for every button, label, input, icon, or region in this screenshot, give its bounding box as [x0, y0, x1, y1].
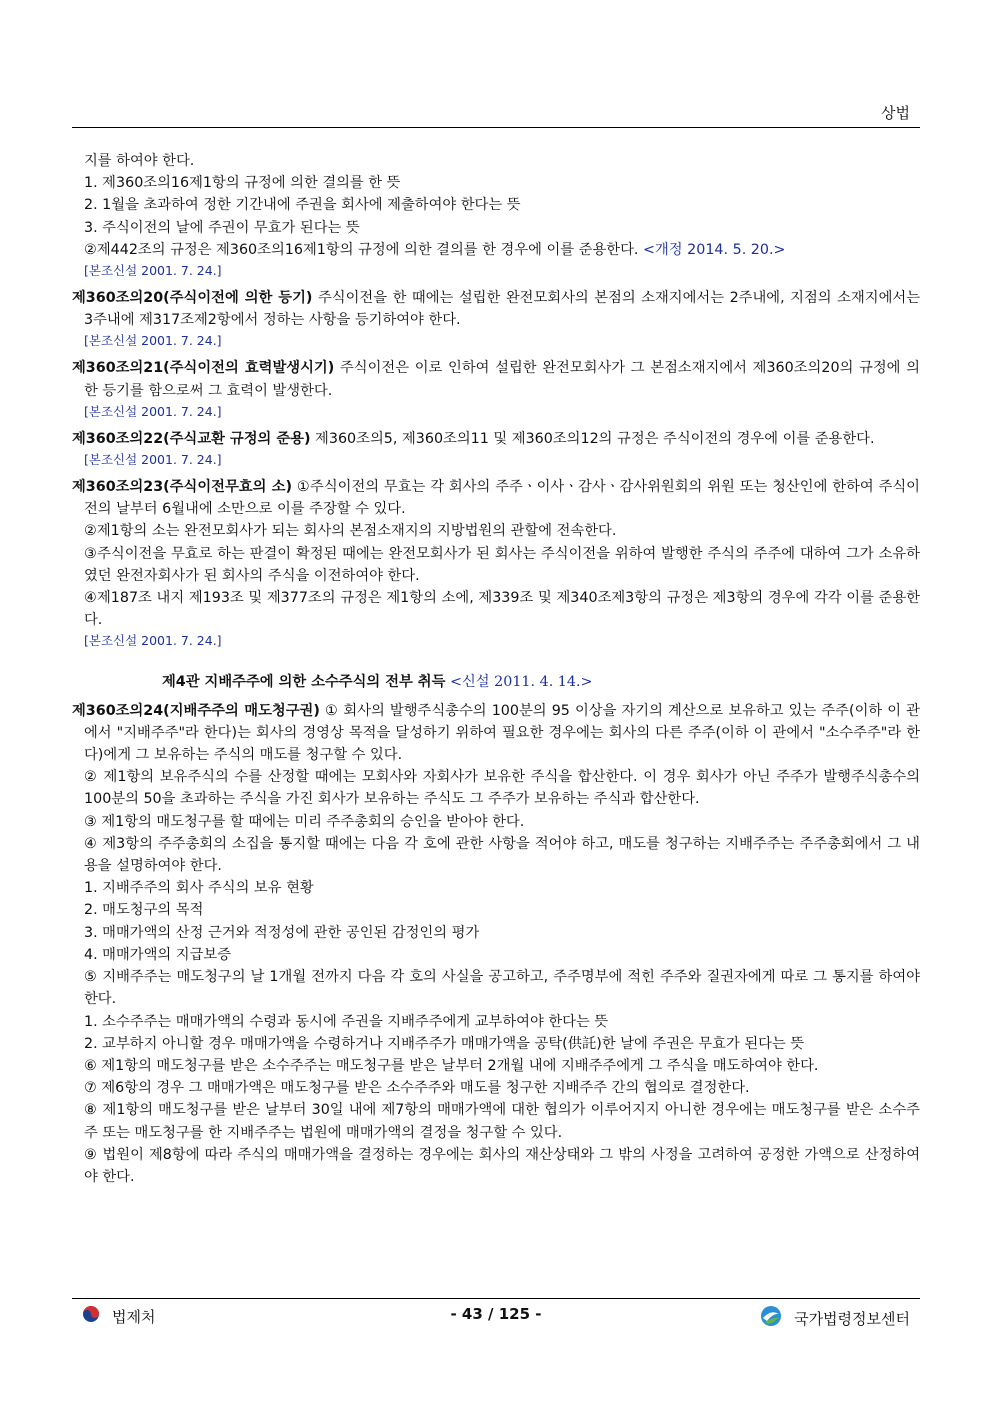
paragraph-text: ⑤ 지배주주는 매도청구의 날 1개월 전까지 다음 각 호의 사실을 공고하고, 주주명부에 적힌 주주와 질권자에게 따로 그 통지를 하여야 한다.: [84, 969, 920, 1008]
article-text: 제360조의5, 제360조의11 및 제360조의12의 규정은 주식이전의 경우에 이를 준용한다.: [310, 430, 875, 447]
paragraph-text: ④ 제3항의 주주총회의 소집을 통지할 때에는 다음 각 호에 관한 사항을 적어야 하고, 매도를 청구하는 지배주주는 주주총회에서 그 내용을 설명하여야 한다.: [84, 835, 920, 875]
article-heading: 제360조의22(주식교환 규정의 준용): [72, 430, 311, 447]
line-text: 1. 지배주주의 회사 주식의 보유 현황: [84, 880, 314, 897]
article-heading: 제360조의24(지배주주의 매도청구권): [72, 702, 320, 719]
footer-center-name: 국가법령정보센터: [794, 1309, 910, 1328]
text-line: [72, 877, 920, 899]
footer-right: [760, 1305, 910, 1331]
article-text: ①주식이전의 무효는 각 회사의 주주ㆍ이사ㆍ감사ㆍ감사위원회의 위원 또는 청산인에 한하여 주식이전의 날부터 6월내에 소만으로 이를 주장할 수 있다.: [84, 479, 920, 518]
revision-note: [본조신설 2001. 7. 24.]: [84, 403, 222, 419]
section-heading: [72, 671, 920, 693]
paragraph: [72, 543, 920, 587]
paragraph-text: ④제187조 내지 제193조 및 제377조의 규정은 제1항의 소에, 제339조 및 제340조제3항의 규정은 제3항의 경우에 각각 이를 준용한다.: [84, 590, 920, 629]
text-line: [72, 1011, 920, 1033]
line-text: 1. 제360조의16제1항의 규정에 의한 결의를 한 뜻: [84, 175, 401, 192]
revision-note: [본조신설 2001. 7. 24.]: [84, 633, 222, 649]
line-text: 지를 하여야 한다.: [84, 153, 195, 169]
paragraph-text: ⑥ 제1항의 매도청구를 받은 소수주주는 매도청구를 받은 날부터 2개월 내에 지배주주에게 그 주식을 매도하여야 한다.: [84, 1057, 819, 1074]
revision-note: [본조신설 2001. 7. 24.]: [84, 333, 222, 349]
paragraph: [72, 520, 920, 542]
paragraph: [72, 766, 920, 810]
section-amendment-note: <신설 2011. 4. 14.>: [445, 674, 593, 691]
text-line: [72, 217, 920, 239]
line-text: 3. 주식이전의 날에 주권이 무효가 된다는 뜻: [84, 219, 360, 236]
line-text: 2. 매도청구의 목적: [84, 902, 204, 919]
paragraph: [72, 1144, 920, 1188]
article-heading: 제360조의20(주식이전에 의한 등기): [72, 290, 313, 307]
paragraph: [72, 1077, 920, 1099]
document-body: [72, 150, 920, 1188]
line-text: ②제442조의 규정은 제360조의16제1항의 규정에 의한 결의를 한 경우에 이를 준용한다.: [84, 241, 639, 258]
article: [72, 700, 920, 767]
paragraph: [72, 811, 920, 833]
text-line: [72, 239, 920, 261]
paragraph: [72, 1055, 920, 1077]
article-text: 주식이전을 한 때에는 설립한 완전모회사의 본점의 소재지에서는 2주내에, 지점의 소재지에서는 3주내에 제317조제2항에서 정하는 사항을 등기하여야 한다.: [84, 290, 921, 329]
line-text: 3. 매매가액의 산정 근거와 적정성에 관한 공인된 감정인의 평가: [84, 924, 480, 941]
text-line: [72, 899, 920, 921]
text-line: [72, 944, 920, 966]
amendment-note: <개정 2014. 5. 20.>: [638, 241, 786, 258]
article-heading: 제360조의21(주식이전의 효력발생시기): [72, 360, 335, 377]
footer-rule: [72, 1298, 920, 1299]
paragraph-text: ② 제1항의 보유주식의 수를 산정할 때에는 모회사와 자회사가 보유한 주식을 합산한다. 이 경우 회사가 아닌 주주가 발행주식총수의 100분의 50을 초과하는 주식을 가진 회사가 보유하는 주식도 그 주주가 보유하는 주식과 합산한다.: [84, 769, 920, 808]
list-item-text: 2. 교부하지 아니할 경우 매매가액을 수령하거나 지배주주가 매매가액을 공탁(供託)한 날에 주권은 무효가 된다는 뜻: [84, 1035, 805, 1052]
law-center-logo-icon: [760, 1305, 782, 1331]
article: [72, 357, 920, 401]
section-title-text: 제4관 지배주주에 의한 소수주식의 전부 취득: [162, 674, 446, 691]
page-number: - 43 / 125 -: [450, 1305, 542, 1323]
paragraph: [72, 587, 920, 631]
article: [72, 428, 920, 450]
line-text: 2. 1월을 초과하여 정한 기간내에 주권을 회사에 제출하여야 한다는 뜻: [84, 197, 521, 214]
footer-agency-name: 법제처: [112, 1307, 156, 1326]
article-text: ① 회사의 발행주식총수의 100분의 95 이상을 자기의 계산으로 보유하고 있는 주주(이하 이 관에서 "지배주주"라 한다)는 회사의 경영상 목적을 달성하기 위하여 필요한 경우에는 회사의 다른 주주(이하 이 관에서 "소수주주"라 한다)에게 그 보유하는 주식의 매도를 청구할 수 있다.: [84, 702, 920, 764]
paragraph-text: ⑧ 제1항의 매도청구를 받은 날부터 30일 내에 제7항의 매매가액에 대한 협의가 이루어지지 아니한 경우에는 매도청구를 받은 소수주주 또는 매도청구를 한 지배주주는 법원에 매매가액의 결정을 청구할 수 있다.: [84, 1102, 920, 1141]
article: [72, 476, 920, 520]
article: [72, 287, 920, 331]
text-line: [72, 194, 920, 216]
paragraph-text: ③ 제1항의 매도청구를 할 때에는 미리 주주총회의 승인을 받아야 한다.: [84, 813, 525, 830]
line-text: 1. 소수주주는 매매가액의 수령과 동시에 주권을 지배주주에게 교부하여야 한다는 뜻: [84, 1013, 609, 1030]
text-line: [72, 150, 920, 172]
list-item: [72, 1033, 920, 1055]
page-header-title: 상법: [881, 104, 910, 122]
paragraph: [72, 966, 920, 1010]
header-rule: [72, 127, 920, 128]
paragraph-text: ③주식이전을 무효로 하는 판결이 확정된 때에는 완전모회사가 된 회사는 주식이전을 위하여 발행한 주식의 주주에 대하여 그가 소유하였던 완전자회사가 된 회사의 주식을 이전하여야 한다.: [84, 545, 920, 584]
paragraph-text: ②제1항의 소는 완전모회사가 되는 회사의 본점소재지의 지방법원의 관할에 전속한다.: [84, 523, 617, 540]
text-line: [72, 172, 920, 194]
paragraph-text: ⑦ 제6항의 경우 그 매매가액은 매도청구를 받은 소수주주와 매도를 청구한 지배주주 간의 협의로 결정한다.: [84, 1080, 750, 1097]
paragraph-text: ⑨ 법원이 제8항에 따라 주식의 매매가액을 결정하는 경우에는 회사의 재산상태와 그 밖의 사정을 고려하여 공정한 가액으로 산정하여야 한다.: [84, 1146, 920, 1185]
paragraph: [72, 833, 920, 877]
article-text: 주식이전은 이로 인하여 설립한 완전모회사가 그 본점소재지에서 제360조의20의 규정에 의한 등기를 함으로써 그 효력이 발생한다.: [84, 360, 920, 399]
paragraph: [72, 1099, 920, 1143]
revision-note: [본조신설 2001. 7. 24.]: [84, 452, 222, 468]
article-heading: 제360조의23(주식이전무효의 소): [72, 479, 293, 496]
revision-note: [본조신설 2001. 7. 24.]: [84, 263, 222, 279]
text-line: [72, 922, 920, 944]
line-text: 4. 매매가액의 지급보증: [84, 946, 232, 963]
page-footer: [72, 1305, 920, 1329]
